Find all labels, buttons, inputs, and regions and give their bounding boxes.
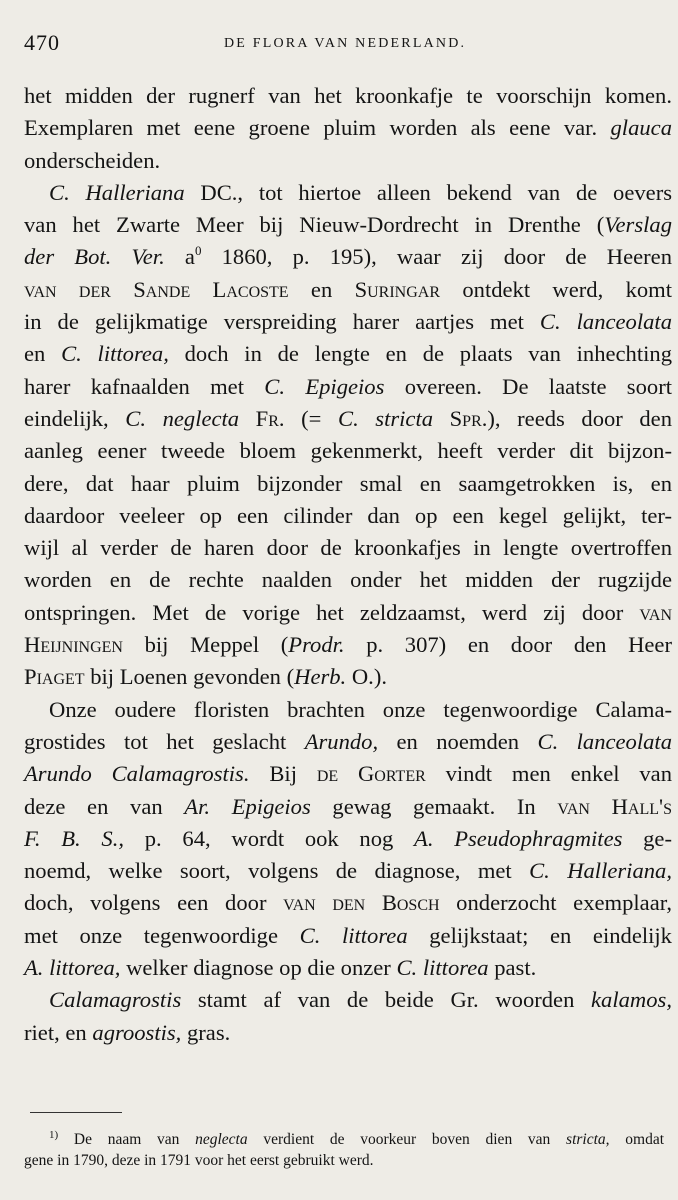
footnote-line: gene in 1790, deze in 1791 voor het eerst gebruikt werd. bbox=[24, 1152, 374, 1169]
page-number: 470 bbox=[24, 30, 60, 55]
footnote-rule bbox=[30, 1112, 122, 1113]
text-line: in de gelijkmatige verspreiding harer aartjes met C. lanceolata bbox=[24, 309, 672, 335]
text-line: C. Halleriana DC., tot hiertoe alleen bekend van de oevers bbox=[49, 179, 673, 205]
footnote-line: $^{1)}$ De naam van neglecta verdient de voorkeur boven dien van stricta, omdat bbox=[49, 1129, 665, 1148]
text-line: het midden der rugnerf van het kroonkafje te voorschijn komen. bbox=[24, 83, 672, 108]
text-line: F. B. S., p. 64, wordt ook nog A. Pseudophragmites ge- bbox=[24, 825, 672, 851]
text-line: Heijningen bij Meppel (Prodr. p. 307) en door den Heer bbox=[24, 632, 672, 658]
text-line: van het Zwarte Meer bij Nieuw-Dordrecht in Drenthe (Verslag bbox=[24, 212, 672, 238]
text-line: dere, dat haar pluim bijzonder smal en saamgetrokken is, en bbox=[24, 470, 672, 496]
text-line: Piaget bij Loenen gevonden (Herb. O.). bbox=[24, 664, 388, 690]
body-text bbox=[24, 80, 672, 1049]
text-line: Exemplaren met eene groene pluim worden als eene var. glauca bbox=[24, 115, 672, 141]
text-line: der Bot. Ver. $a^0$ 1860, p. 195), waar zij door de Heeren bbox=[24, 243, 673, 270]
text-line: ontspringen. Met de vorige het zeldzaamst, werd zij door van bbox=[24, 599, 672, 625]
page-header bbox=[24, 30, 648, 60]
text-line: deze en van Ar. Epigeios gewag gemaakt. In van Hall's bbox=[24, 793, 673, 819]
running-title: DE FLORA VAN NEDERLAND. bbox=[224, 36, 467, 51]
text-line: onderscheiden. bbox=[24, 147, 161, 173]
text-line: noemd, welke soort, volgens de diagnose, met C. Halleriana, bbox=[24, 858, 673, 884]
text-line: met onze tegenwoordige C. littorea gelijkstaat; en eindelijk bbox=[24, 922, 672, 948]
text-line: aanleg eener tweede bloem gekenmerkt, heeft verder dit bijzon- bbox=[24, 438, 672, 464]
text-line: Onze oudere floristen brachten onze tegenwoordige Calama- bbox=[49, 696, 672, 722]
text-line: harer kafnaalden met C. Epigeios overeen. De laatste soort bbox=[24, 373, 672, 399]
text-line: Calamagrostis stamt af van de beide Gr. woorden kalamos, bbox=[49, 987, 672, 1013]
text-line: A. littorea, welker diagnose op die onzer C. littorea past. bbox=[24, 955, 537, 981]
text-line: daardoor veeleer op een cilinder dan op een kegel gelijkt, ter- bbox=[24, 502, 672, 528]
footnote-mark: 1) bbox=[49, 1129, 59, 1141]
text-line: en C. littorea, doch in de lengte en de plaats van inhechting bbox=[24, 341, 672, 367]
footnote bbox=[24, 1122, 664, 1174]
text-line: van der Sande Lacoste en Suringar ontdekt werd, komt bbox=[24, 276, 673, 302]
text-line: doch, volgens een door van den Bosch onderzocht exemplaar, bbox=[24, 890, 672, 916]
text-line: wijl al verder de haren door de kroonkafjes in lengte overtroffen bbox=[24, 535, 672, 561]
text-line: eindelijk, C. neglecta Fr. (= C. stricta Spr.), reeds door den bbox=[24, 405, 673, 431]
text-line: worden en de rechte naalden onder het midden der rugzijde bbox=[24, 567, 672, 593]
text-line: Arundo Calamagrostis. Bij de Gorter vindt men enkel van bbox=[24, 761, 673, 787]
text-line: riet, en agroostis, gras. bbox=[24, 1019, 231, 1045]
text-line: grostides tot het geslacht Arundo, en noemden C. lanceolata bbox=[24, 728, 672, 754]
